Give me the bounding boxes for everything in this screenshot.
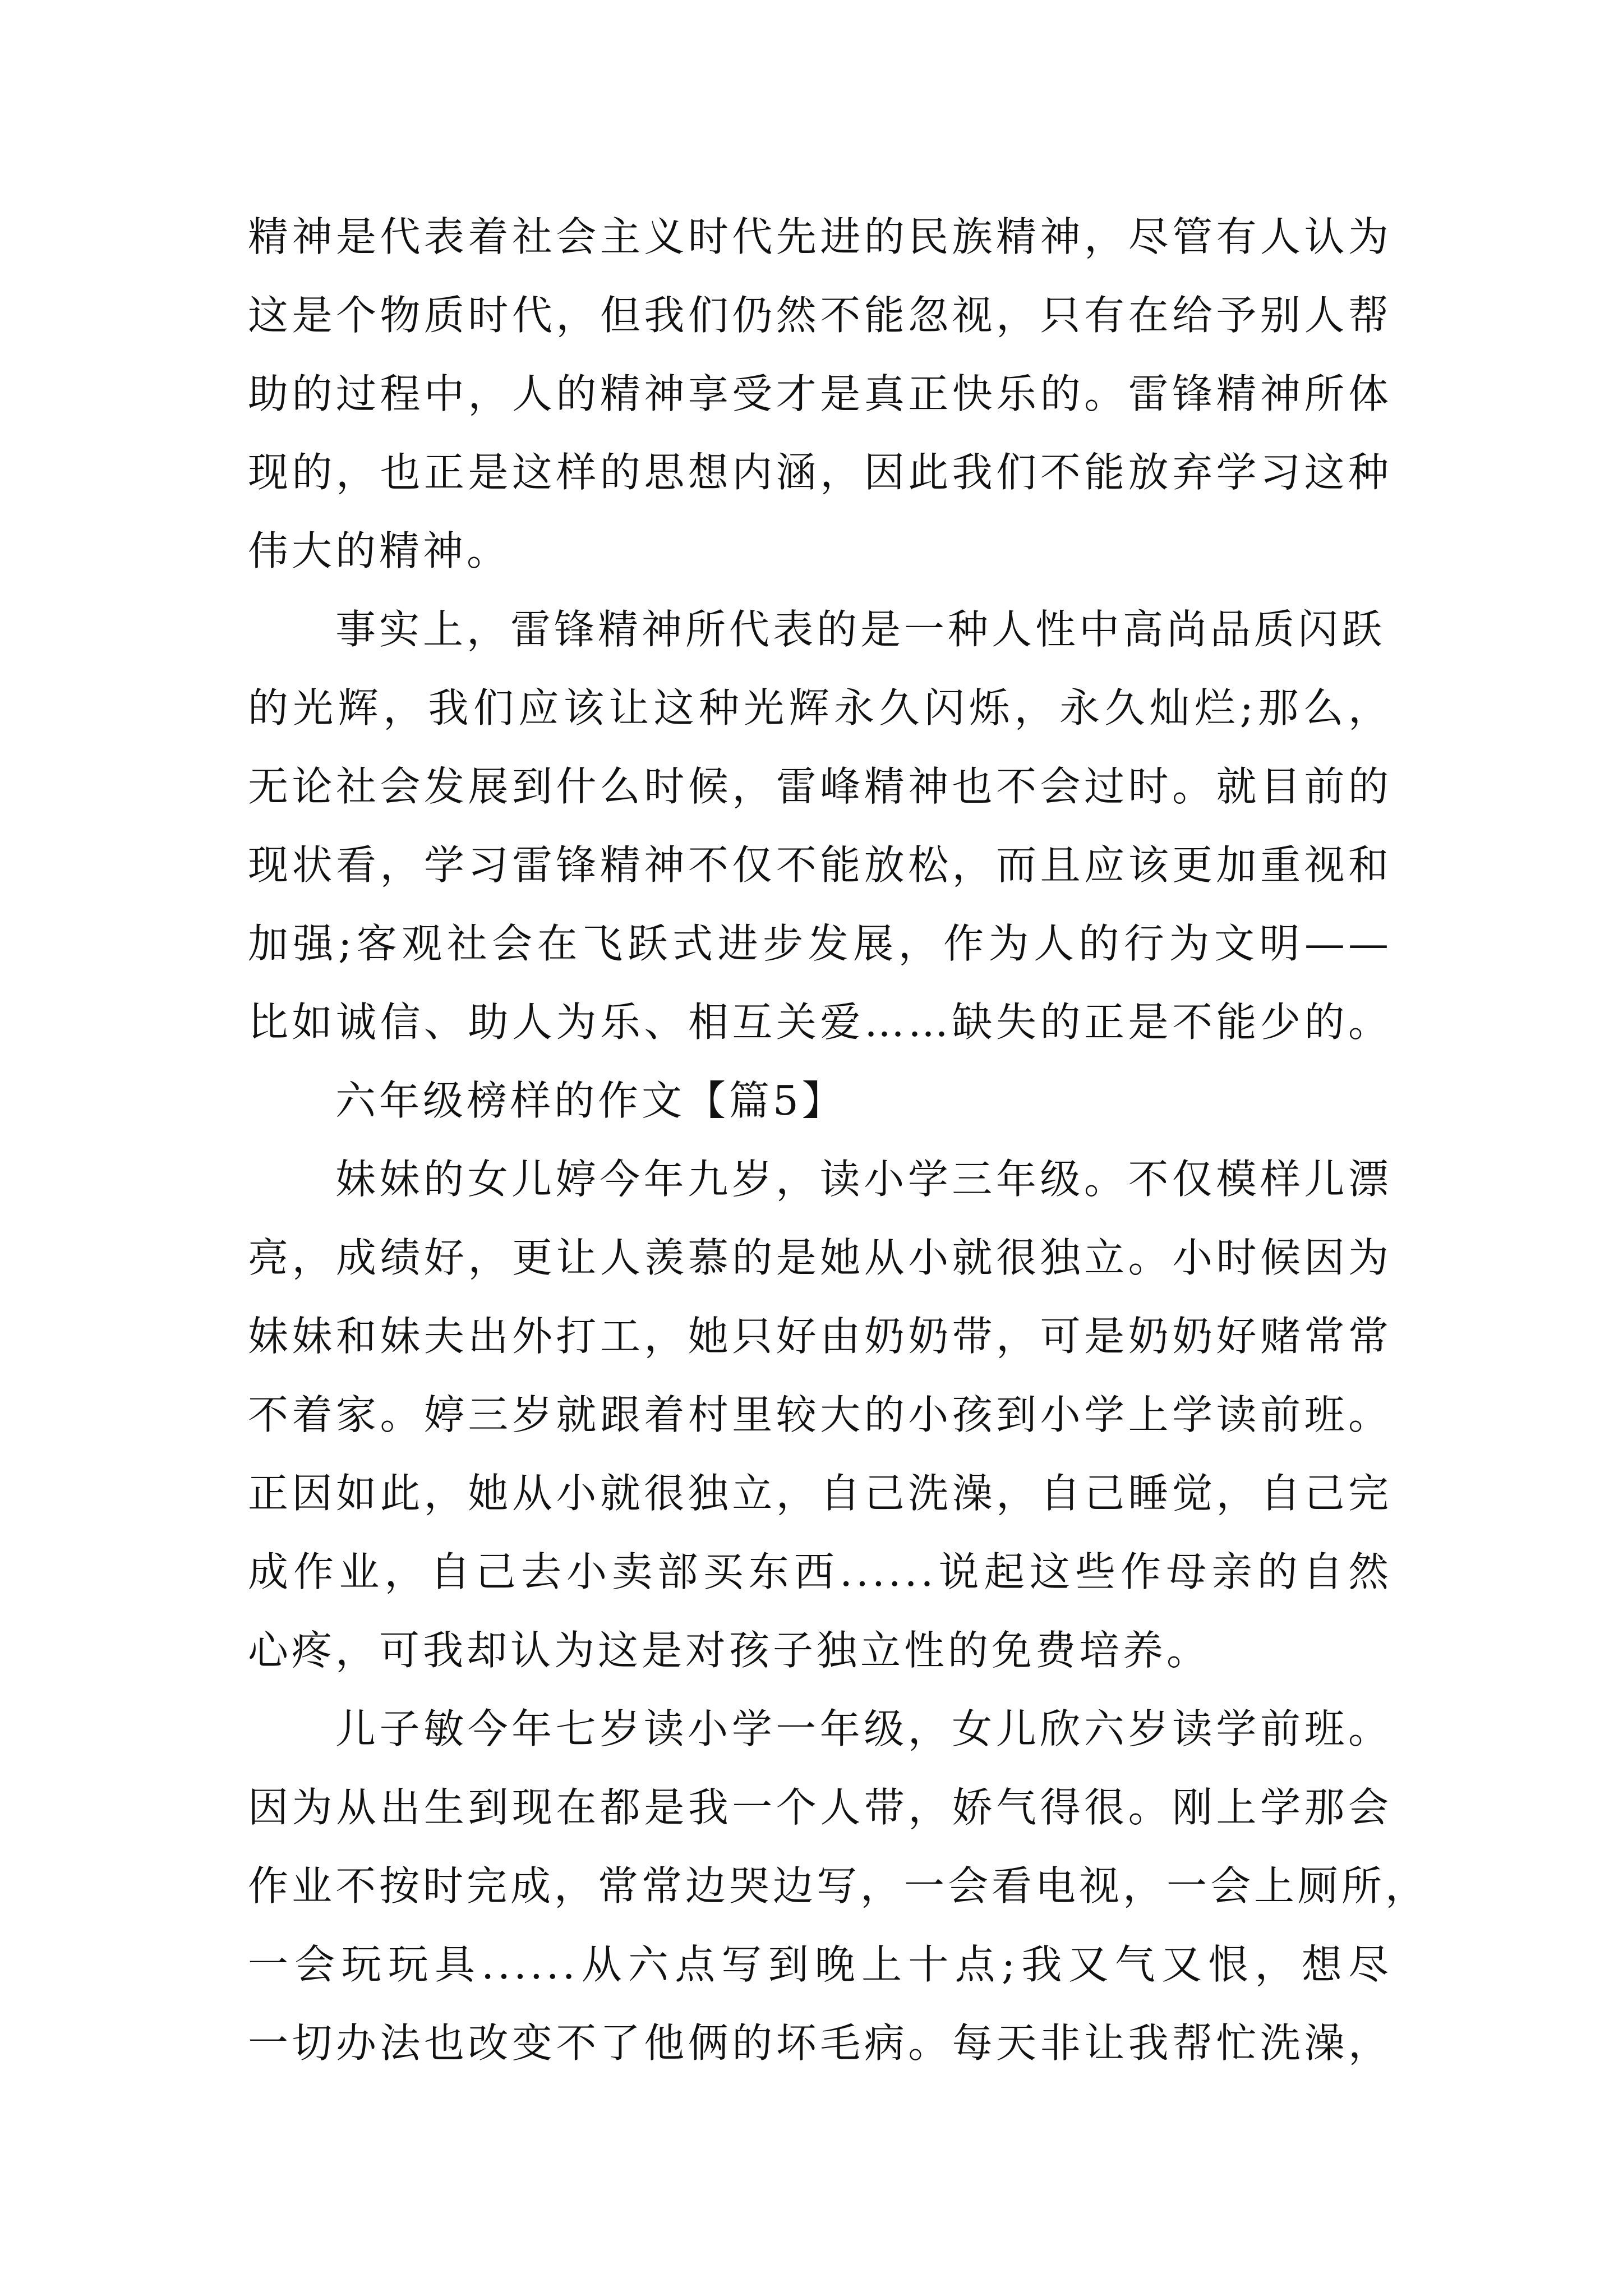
paragraph-line: 现状看，学习雷锋精神不仅不能放松，而且应该更加重视和 — [248, 841, 1392, 889]
paragraph-line: 比如诚信、助人为乐、相互关爱……缺失的正是不能少的。 — [248, 999, 1392, 1046]
paragraph-line: 一切办法也改变不了他俩的坏毛病。每天非让我帮忙洗澡， — [248, 2019, 1392, 2067]
paragraph-line: 成作业，自己去小卖部买东西......说起这些作母亲的自然 — [248, 1548, 1392, 1595]
paragraph-line: 无论社会发展到什么时候，雷峰精神也不会过时。就目前的 — [248, 763, 1392, 810]
paragraph-line: 妹妹和妹夫出外打工，她只好由奶奶带，可是奶奶好赌常常 — [248, 1313, 1392, 1360]
paragraph-line: 作业不按时完成，常常边哭边写，一会看电视，一会上厕所， — [248, 1862, 1430, 1910]
paragraph-line: 正因如此，她从小就很独立，自己洗澡，自己睡觉，自己完 — [248, 1470, 1392, 1517]
paragraph-line: 现的，也正是这样的思想内涵，因此我们不能放弃学习这种 — [248, 449, 1392, 496]
paragraph-line: 一会玩玩具......从六点写到晚上十点;我又气又恨，想尽 — [248, 1941, 1392, 1988]
paragraph-line: 这是个物质时代，但我们仍然不能忽视，只有在给予别人帮 — [248, 292, 1392, 339]
paragraph-line: 精神是代表着社会主义时代先进的民族精神，尽管有人认为 — [248, 213, 1392, 260]
paragraph-line: 的光辉，我们应该让这种光辉永久闪烁，永久灿烂;那么， — [248, 684, 1392, 731]
section-heading: 六年级榜样的作文【篇5】 — [335, 1077, 846, 1124]
paragraph-line: 亮，成绩好，更让人羡慕的是她从小就很独立。小时候因为 — [248, 1234, 1392, 1281]
paragraph-line: 不着家。婷三岁就跟着村里较大的小孩到小学上学读前班。 — [248, 1391, 1392, 1438]
paragraph-line: 加强;客观社会在飞跃式进步发展，作为人的行为文明—— — [248, 920, 1392, 967]
paragraph-line: 助的过程中，人的精神享受才是真正快乐的。雷锋精神所体 — [248, 370, 1392, 417]
paragraph-line: 儿子敏今年七岁读小学一年级，女儿欣六岁读学前班。 — [335, 1705, 1392, 1752]
paragraph-line: 心疼，可我却认为这是对孩子独立性的免费培养。 — [248, 1627, 1211, 1674]
paragraph-line: 因为从出生到现在都是我一个人带，娇气得很。刚上学那会 — [248, 1784, 1392, 1831]
paragraph-line: 伟大的精神。 — [248, 527, 511, 574]
paragraph-line: 妹妹的女儿婷今年九岁，读小学三年级。不仅模样儿漂 — [335, 1156, 1392, 1203]
paragraph-line: 事实上，雷锋精神所代表的是一种人性中高尚品质闪跃 — [335, 606, 1386, 653]
